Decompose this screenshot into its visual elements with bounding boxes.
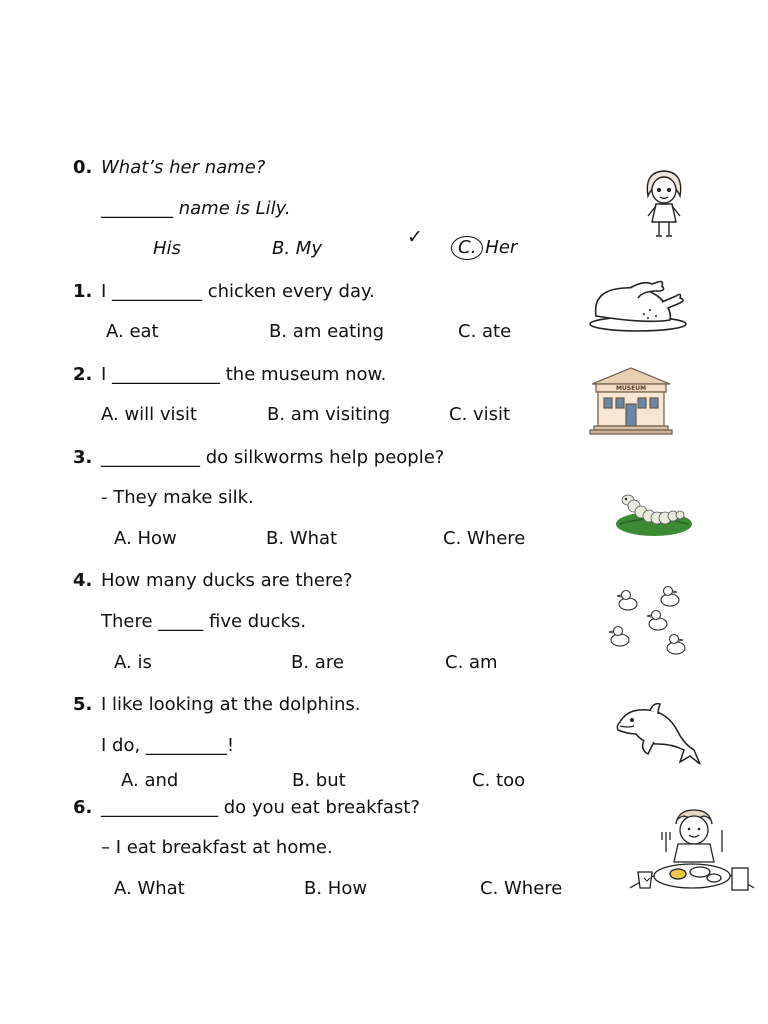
q5-answer: I do, _________!: [101, 735, 235, 756]
q0-option-a: His: [153, 238, 181, 259]
museum-sign: MUSEUM: [615, 385, 647, 392]
roast-chicken-icon: [586, 278, 690, 334]
q5-option-b: B. but: [292, 770, 346, 791]
q3-question: ___________ do silkworms help people?: [101, 447, 445, 468]
q4-question: How many ducks are there?: [101, 570, 353, 591]
q0-number: 0.: [73, 157, 93, 178]
q5-number: 5.: [73, 694, 93, 715]
q2-question: I ____________ the museum now.: [101, 364, 387, 385]
q4-option-c: C. am: [445, 652, 498, 673]
answer-circle: C.: [451, 236, 483, 260]
q6-number: 6.: [73, 797, 93, 818]
q0-option-b: B. My: [272, 238, 322, 259]
q5-question: I like looking at the dolphins.: [101, 694, 361, 715]
ducks-icon: [606, 582, 698, 670]
girl-icon: [636, 166, 692, 240]
q0-option-c: [451, 236, 517, 260]
q1-option-a: A. eat: [106, 321, 159, 342]
q6-option-a: A. What: [114, 878, 185, 899]
q4-option-b: B. are: [291, 652, 344, 673]
q3-option-c: C. Where: [443, 528, 526, 549]
q2-number: 2.: [73, 364, 93, 385]
dolphin-icon: [614, 700, 702, 774]
q0-option-c-word: Her: [485, 237, 518, 258]
q3-option-a: A. How: [114, 528, 177, 549]
breakfast-icon: [624, 808, 760, 900]
q2-option-b: B. am visiting: [267, 404, 391, 425]
q6-question: _____________ do you eat breakfast?: [101, 797, 420, 818]
q2-option-c: C. visit: [449, 404, 511, 425]
q5-option-a: A. and: [121, 770, 179, 791]
q4-option-a: A. is: [114, 652, 152, 673]
q0-question: What’s her name?: [101, 157, 266, 178]
q4-number: 4.: [73, 570, 93, 591]
q0-sentence: ________ name is Lily.: [101, 198, 291, 219]
museum-icon: [586, 364, 676, 436]
q6-answer: – I eat breakfast at home.: [101, 837, 333, 858]
check-mark-icon: ✓: [407, 226, 423, 248]
q2-option-a: A. will visit: [101, 404, 197, 425]
q1-option-b: B. am eating: [269, 321, 385, 342]
q1-number: 1.: [73, 281, 93, 302]
q6-option-b: B. How: [304, 878, 368, 899]
q6-option-c: C. Where: [480, 878, 563, 899]
q3-number: 3.: [73, 447, 93, 468]
q4-answer: There _____ five ducks.: [101, 611, 307, 632]
q3-option-b: B. What: [266, 528, 338, 549]
q5-option-c: C. too: [472, 770, 526, 791]
q1-question: I __________ chicken every day.: [101, 281, 375, 302]
q3-answer: - They make silk.: [101, 487, 254, 508]
silkworm-icon: [612, 488, 692, 538]
q1-option-c: C. ate: [458, 321, 512, 342]
